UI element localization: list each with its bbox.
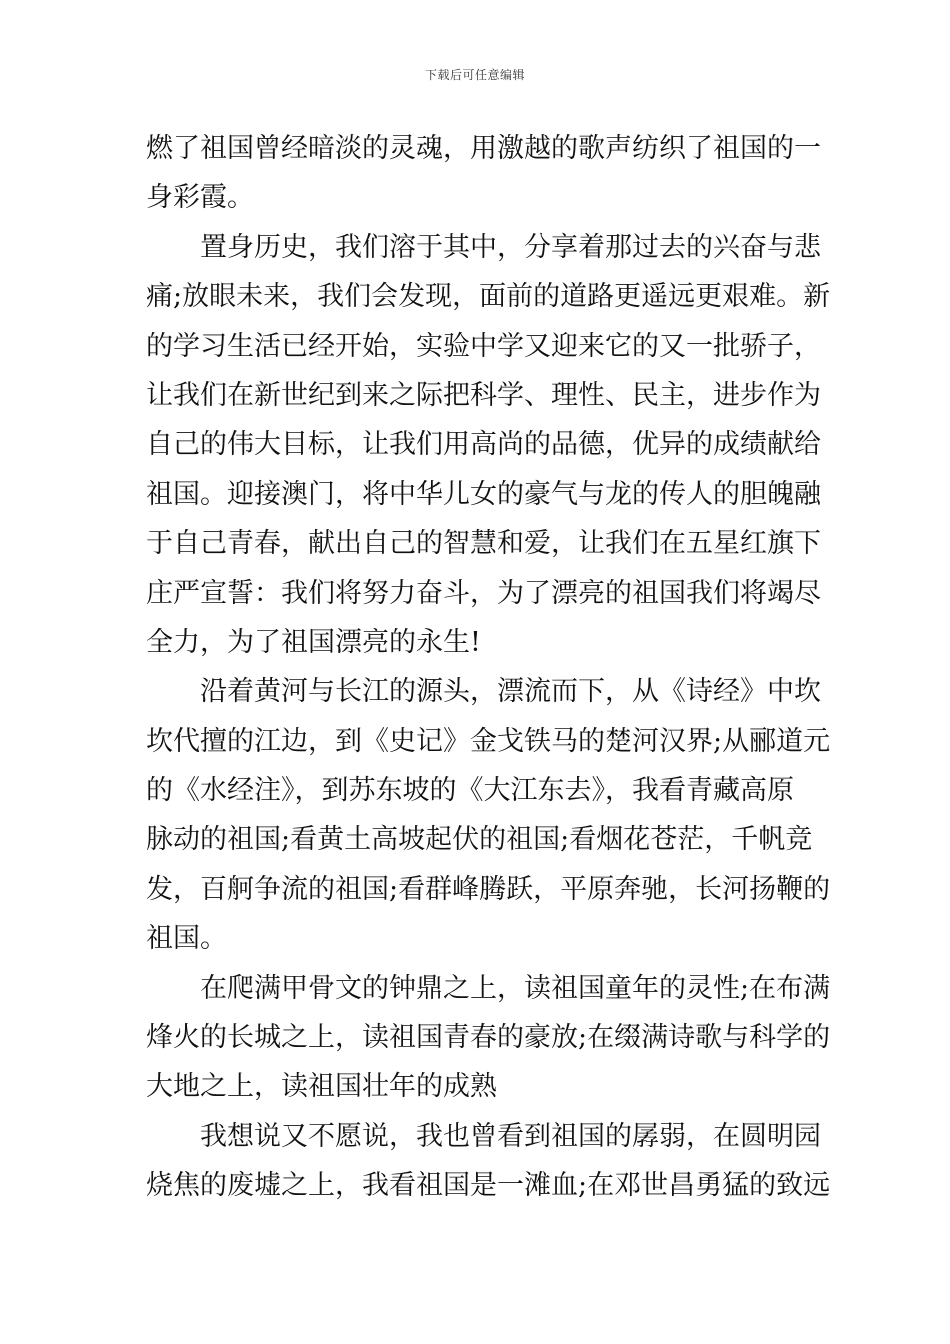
text-line: 让我们在新世纪到来之际把科学、理性、民主，进步作为 — [146, 379, 821, 411]
text-line: 置身历史，我们溶于其中，分享着那过去的兴奋与悲 — [200, 231, 821, 263]
text-line: 祖国。迎接澳门，将中华儿女的豪气与龙的传人的胆魄融 — [146, 478, 821, 510]
text-line: 发，百舸争流的祖国;看群峰腾跃，平原奔驰，长河扬鞭的 — [146, 873, 831, 905]
text-line: 身彩霞。 — [146, 182, 254, 214]
header-note: 下载后可任意编辑 — [424, 68, 525, 82]
text-line: 我想说又不愿说，我也曾看到祖国的孱弱，在圆明园 — [200, 1120, 821, 1152]
text-line: 祖国。 — [146, 923, 227, 955]
text-line: 大地之上，读祖国壮年的成熟 — [146, 1071, 497, 1103]
text-line: 自己的伟大目标，让我们用高尚的品德，优异的成绩献给 — [146, 429, 821, 461]
document-body — [146, 124, 831, 1211]
text-line: 痛;放眼未来，我们会发现，面前的道路更遥远更艰难。新 — [146, 281, 831, 313]
text-line: 庄严宣誓：我们将努力奋斗，为了漂亮的祖国我们将竭尽 — [146, 577, 821, 609]
text-line: 于自己青春，献出自己的智慧和爱，让我们在五星红旗下 — [146, 528, 821, 560]
text-line: 燃了祖国曾经暗淡的灵魂，用激越的歌声纺织了祖国的一 — [146, 133, 821, 164]
text-line: 沿着黄河与长江的源头，漂流而下，从《诗经》中坎 — [200, 676, 821, 708]
text-line: 在爬满甲骨文的钟鼎之上，读祖国童年的灵性;在布满 — [200, 972, 831, 1004]
text-line: 的学习生活已经开始，实验中学又迎来它的又一批骄子， — [146, 330, 821, 362]
text-line: 全力，为了祖国漂亮的永生! — [146, 626, 481, 658]
text-line: 坎代擅的江边，到《史记》金戈铁马的楚河汉界;从郦道元 — [146, 725, 831, 757]
text-line: 脉动的祖国;看黄土高坡起伏的祖国;看烟花苍茫，千帆竞 — [146, 824, 813, 856]
text-line: 的《水经注》，到苏东坡的《大江东去》，我看青藏高原 — [146, 775, 794, 807]
text-line: 烧焦的废墟之上，我看祖国是一滩血;在邓世昌勇猛的致远 — [146, 1170, 831, 1202]
text-line: 烽火的长城之上，读祖国青春的豪放;在缀满诗歌与科学的 — [146, 1022, 831, 1054]
